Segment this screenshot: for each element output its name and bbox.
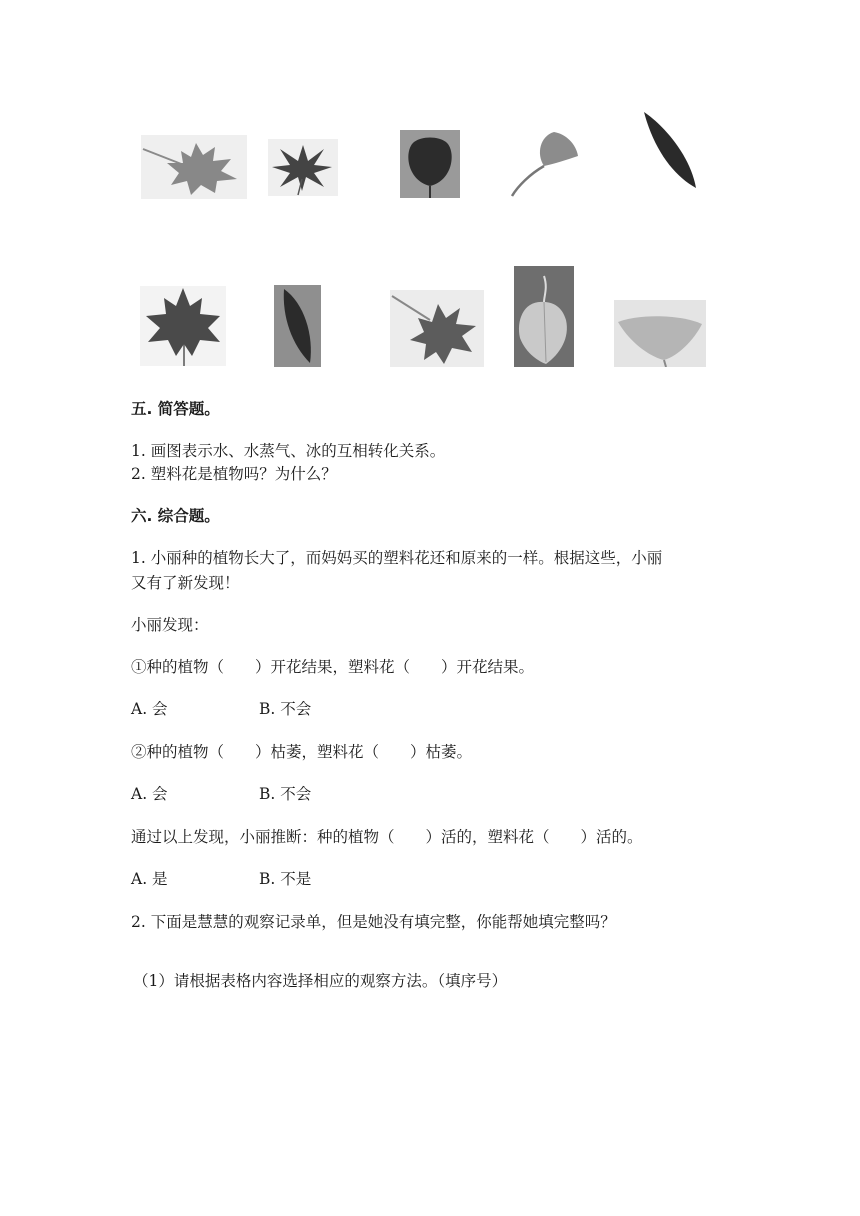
japanese-maple-leaf-photo (268, 139, 338, 196)
finding-item-1-option-b: B. 不会 (259, 700, 312, 718)
section-5-question-2: 2. 塑料花是植物吗？为什么？ (131, 465, 337, 483)
maple-leaf-photo (140, 286, 226, 366)
willow-leaf-photo (274, 285, 321, 367)
section-6-heading: 六. 综合题。 (131, 507, 220, 525)
section-6-question-2-sub-1: （1）请根据表格内容选择相应的观察方法。（填序号） (133, 972, 508, 990)
ginkgo-leaf-photo (614, 300, 706, 367)
finding-item-2-option-a: A. 会 (131, 785, 168, 803)
maple-leaf-photo (141, 135, 247, 199)
finding-item-2-option-b: B. 不会 (259, 785, 312, 803)
heart-shaped-leaf-photo (514, 266, 574, 367)
section-6-question-2: 2. 下面是慧慧的观察记录单，但是她没有填完整，你能帮她填完整吗？ (131, 913, 616, 931)
section-5-question-1: 1. 画图表示水、水蒸气、冰的互相转化关系。 (131, 442, 446, 460)
inference-line: 通过以上发现，小丽推断：种的植物（ ）活的，塑料花（ ）活的。 (131, 828, 643, 846)
inference-option-b: B. 不是 (259, 870, 312, 888)
finding-label: 小丽发现： (131, 616, 209, 634)
inference-option-a: A. 是 (131, 870, 168, 888)
finding-item-2: ②种的植物（ ）枯萎，塑料花（ ）枯萎。 (131, 743, 473, 761)
round-dark-leaf-photo (400, 130, 460, 198)
section-6-question-1-line-1: 1. 小丽种的植物长大了，而妈妈买的塑料花还和原来的一样。根据这些，小丽 (131, 549, 663, 567)
willow-leaf-photo (640, 110, 698, 190)
finding-item-1-option-a: A. 会 (131, 700, 168, 718)
section-6-question-1-line-2: 又有了新发现！ (131, 574, 240, 592)
maple-leaf-photo (390, 290, 484, 367)
section-5-heading: 五. 简答题。 (131, 400, 220, 418)
finding-item-1: ①种的植物（ ）开花结果，塑料花（ ）开花结果。 (131, 658, 535, 676)
ginkgo-leaf-photo (510, 130, 582, 198)
